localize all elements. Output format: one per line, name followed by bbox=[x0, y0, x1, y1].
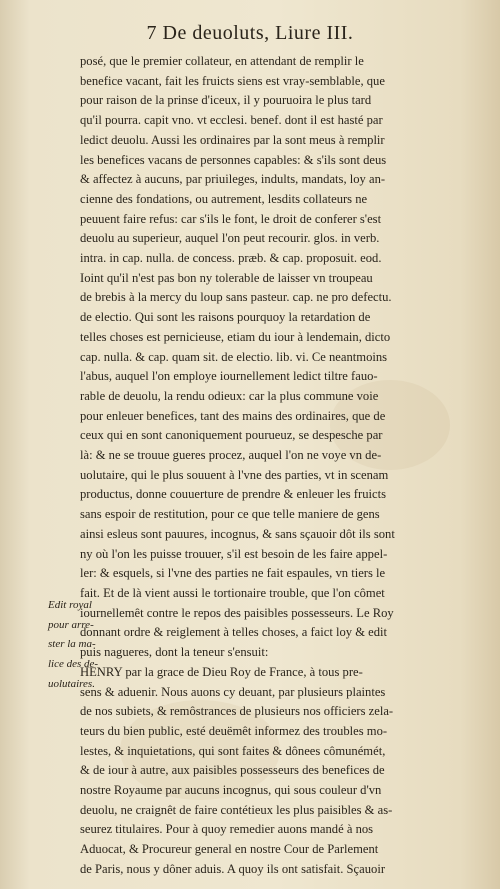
text-line: cienne des fondations, ou autrement, lesdits collateurs ne bbox=[80, 191, 368, 206]
text-line: ainsi esleus sont pauures, incognus, & sans sçauoir dôt ils sont bbox=[80, 526, 395, 541]
text-line: iournellemêt contre le repos des paisibles possesseurs. Le Roy bbox=[80, 605, 394, 620]
text-line: nostre Royaume par aucuns incognus, qui sous couleur d'vn bbox=[80, 783, 382, 798]
text-line: intra. in cap. nulla. de concess. præb. & cap. proposuit. eod. bbox=[80, 251, 382, 266]
text-line: pour enleuer benefices, tant des mains des ordinaires, que de bbox=[80, 408, 386, 423]
text-line: ler: & esquels, si l'vne des parties ne fait espaules, vn tiers le bbox=[80, 566, 386, 581]
text-line: là: & ne se trouue gueres procez, auquel l'on ne voye vn de- bbox=[80, 448, 382, 463]
text-line: puis nagueres, dont la teneur s'ensuit: bbox=[80, 645, 269, 660]
text-line: benefice vacant, fait les fruicts siens est vray-semblable, que bbox=[80, 73, 385, 88]
text-line: Ioint qu'il n'est pas bon ny tolerable de laisser vn troupeau bbox=[80, 270, 373, 285]
text-line: & de iour à autre, aux paisibles possesseurs des benefices de bbox=[80, 763, 385, 778]
text-line: Aduocat, & Procureur general en nostre Cour de Parlement bbox=[80, 842, 379, 857]
text-line: de brebis à la mercy du loup sans pasteur. cap. ne pro defectu. bbox=[80, 290, 392, 305]
text-line: fait. Et de là vient aussi le tortionaire trouble, que l'on cômet bbox=[80, 585, 385, 600]
text-line: peuuent faire refus: car s'ils le font, le droit de conferer s'est bbox=[80, 211, 382, 226]
text-line: uolutaire, qui le plus souuent à l'vne des parties, vt in scenam bbox=[80, 467, 389, 482]
body-text bbox=[80, 52, 490, 880]
text-line: telles choses est pernicieuse, etiam du iour à lendemain, dicto bbox=[80, 329, 391, 344]
text-line: HENRY par la grace de Dieu Roy de France, à tous pre- bbox=[80, 664, 363, 679]
margin-note-line: pour arre- bbox=[48, 618, 94, 631]
running-header: 7 De deuoluts, Liure III. bbox=[146, 22, 354, 44]
text-line: l'abus, auquel l'on employe iournellement ledict tiltre fauo- bbox=[80, 369, 378, 384]
text-line: ledict deuolu. Aussi les ordinaires par la sont meus à remplir bbox=[80, 132, 385, 147]
margin-note-line: ster la ma- bbox=[48, 638, 96, 651]
text-line: les benefices vacans de personnes capables: & s'ils sont deus bbox=[80, 152, 387, 167]
text-line: cap. nulla. & cap. quam sit. de electio. lib. vi. Ce neantmoins bbox=[80, 349, 388, 364]
text-line: rable de deuolu, la rendu odieux: car la plus commune voie bbox=[80, 388, 379, 403]
text-line: de nos subiets, & remôstrances de plusieurs nos officiers zela- bbox=[80, 704, 394, 719]
text-line: sens & aduenir. Nous auons cy deuant, par plusieurs plaintes bbox=[80, 684, 386, 699]
text-line: productus, donne couuerture de prendre & enleuer les fruicts bbox=[80, 487, 386, 502]
text-line: seurez titulaires. Pour à quoy remedier auons mandé à nos bbox=[80, 822, 374, 837]
margin-note-line: Edit royal bbox=[48, 599, 92, 611]
text-line: donnant ordre & reiglement à telles choses, a faict loy & edit bbox=[80, 625, 388, 640]
margin-note-line: uolutaires. bbox=[48, 677, 95, 690]
text-line: deuolu, ne craignêt de faire contétieux les plus paisibles & as- bbox=[80, 802, 393, 817]
text-line: & affectez à aucuns, par priuileges, indults, mandats, loy an- bbox=[80, 172, 386, 187]
text-line: teurs du bien public, esté deuëmêt informez des troubles mo- bbox=[80, 723, 388, 738]
text-line: ceux qui en sont canoniquement pourueuz, se despesche par bbox=[80, 428, 383, 443]
text-line: lestes, & inquietations, qui sont faites & dônees cômunémét, bbox=[80, 743, 386, 758]
text-line: ny où l'on les puisse trouuer, s'il est besoin de les faire appel- bbox=[80, 546, 388, 561]
text-line: deuolu au superieur, auquel l'on peut recourir. glos. in verb. bbox=[80, 231, 380, 246]
text-line: posé, que le premier collateur, en attendant de remplir le bbox=[80, 54, 364, 68]
text-line: pour raison de la prinse d'iceux, il y pouruoira le plus tard bbox=[80, 93, 372, 108]
margin-note-line: lice des de- bbox=[48, 658, 99, 671]
text-line: sans espoir de restitution, pour ce que telle maniere de gens bbox=[80, 507, 380, 522]
text-line: de electio. Qui sont les raisons pourquoy la retardation de bbox=[80, 310, 371, 325]
text-line: de Paris, nous y dôner aduis. A quoy ils ont satisfait. Sçauoir bbox=[80, 861, 386, 876]
text-line: qu'il pourra. capit vno. vt ecclesi. benef. dont il est hasté par bbox=[80, 113, 383, 128]
